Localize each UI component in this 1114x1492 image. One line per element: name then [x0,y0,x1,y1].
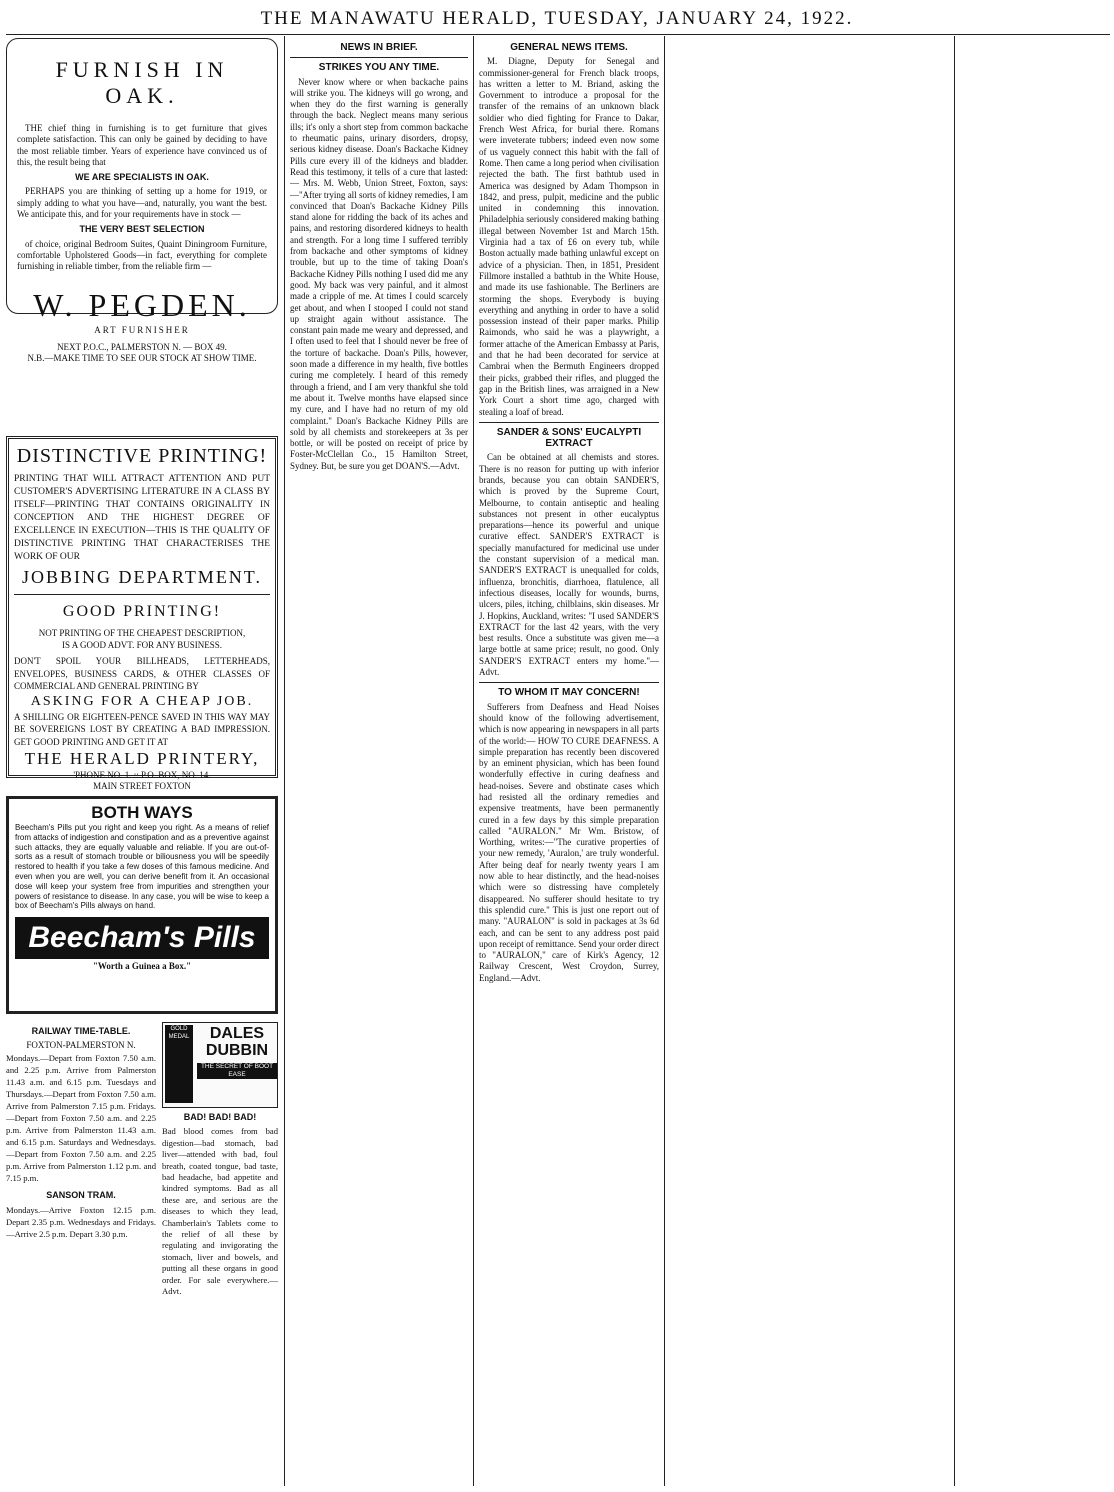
railway-title: RAILWAY TIME-TABLE. [31,1026,131,1036]
good-printing-title: GOOD PRINTING! [62,603,222,620]
oak-advert [6,38,278,364]
column-rule [664,36,665,1486]
printing-title: DISTINCTIVE PRINTING! [16,445,268,467]
railway-timetable [6,1022,156,1240]
sander-body: Can be obtained at all chemists and stores. There is no reason for putting up with inferior brands, because you can obtain SANDER'S, which is proved by the Supreme Court, Melbourne, to contain antiseptic and healing substances not present in other eucalyptus preparations—hence its powerful and unique curative effect. SANDER'S EXTRACT is specially manufactured for medicinal use under the constant supervision of a medical man. SANDER'S EXTRACT is unequalled for colds, influenza, bronchitis, diarrhoea, flatulence, all infectious diseases, locally for wounds, burns, ulcers, piles, itching, chilblains, skin diseases. Mr J. Hopkins, Auckland, writes: "I used SANDER'S EXTRACT for the last 42 years, with the very best results. Once a substitute was given me—a large bottle at same price; result, no good. Only SANDER'S EXTRACT enters my home."—Advt. [479,452,659,678]
printing-body: PRINTING THAT WILL ATTRACT ATTENTION AND PUT CUSTOMER'S ADVERTISING LITERATURE IN A CLASS BY ITSELF—PRINTING THAT CONTAINS ORIGINALITY IN CONCEPTION AND THE HIGHEST DEGREE OF EXCELLENCE IN EXECUTION—THIS IS THE QUALITY OF DISTINCTIVE PRINTING THAT CHARACTERISES THE WORK OF OUR [14,474,270,562]
pegden-name: W. PEGDEN. [33,286,251,323]
railway-subtitle: FOXTON-PALMERSTON N. [26,1040,136,1051]
beechams-advert [6,796,278,1014]
bottom-left-section [6,1022,278,1296]
dales-advert [162,1022,278,1297]
strikes-body: Never know where or when backache pains will strike you. The kidneys will go wrong, and when they do the first warning is generally through the back. Neglect means many serious ills; it's only a short step from common backache to rheumatic pains, urinary disorders, dropsy, serious kidney disease. Doan's Backache Kidney Pills cure every ill of the kidneys and bladder. Read this testimony, it tells of a cure that lasted:— Mrs. M. Webb, Union Street, Foxton, says:—"After trying all sorts of kidney remedies, I am convinced that Doan's Backache Kidney Pills stand alone for ridding the back of its aches and pains, and restoring disordered kidneys to health and strength. For a long time I suffered terribly from backache and other symptoms of kidney trouble, but up to the time of taking Doan's Backache Kidney Pills nothing I used did me any good. My back was very painful, and it almost made a cripple of me. At times I could scarcely get about, and when I stooped I could not stand up straight again without assistance. The constant pain made me weary and depressed, and I often used to feel that I should never be free of the torture of backache. Doan's Pills, however, soon made a difference in my health, five bottles curing me completely. I heard of this remedy through a friend, and I am very thankful she told me about it. Twelve months have elapsed since my cure, and I have had no return of my old complaint." Doan's Backache Kidney Pills are sold by all chemists and storekeepers at 3s per bottle, or will be posted on receipt of price by Foster-McClellan Co., 15 Hamilton Street, Sydney. But, be sure you get DOAN'S.—Advt. [290,76,468,471]
pegden-address: NEXT P.O.C., PALMERSTON N. — BOX 49. [57,341,227,352]
column-rule [284,36,285,1486]
masthead: THE MANAWATU HERALD, TUESDAY, JANUARY 24, 1922. [260,8,854,29]
good-printing-body: NOT PRINTING OF THE CHEAPEST DESCRIPTION, IS A GOOD ADVT. FOR ANY BUSINESS. [38,628,246,650]
oak-title: FURNISH IN OAK. [55,57,229,108]
oak-body: THE chief thing in furnishing is to get furniture that gives complete satisfaction. This can only be gained by deciding to have the most reliable timber. Years of experience have convinced us of this, the result being that [17,123,267,167]
column-3 [479,38,659,1486]
top-rule [6,34,1110,35]
herald-address: MAIN STREET FOXTON [93,781,191,792]
pegden-note: N.B.—MAKE TIME TO SEE OUR STOCK AT SHOW TIME. [27,353,257,364]
dales-subtitle: THE SECRET OF BOOT EASE [197,1063,277,1079]
beechams-tagline: "Worth a Guinea a Box." [92,961,192,972]
dales-box [162,1022,278,1108]
jobbing-department: JOBBING DEPARTMENT. [22,567,262,587]
good-printing-body: DON'T SPOIL YOUR BILLHEADS, LETTERHEADS, ENVELOPES, BUSINESS CARDS, & OTHER CLASSES OF COMMERCIAL AND GENERAL PRINTING BY [14,656,270,691]
cheap-job: ASKING FOR A CHEAP JOB. [30,693,254,709]
sander-title: SANDER & SONS' EUCALYPTI EXTRACT [496,426,642,450]
bad-body: Bad blood comes from bad digestion—bad stomach, bad liver—attended with bad, foul breath, coated tongue, bad taste, bad headache, bad appetite and kindred symptoms. Bad as all these are, and serious are the diseases to which they lead, Chamberlain's Tablets come to the relief of all these by regulating and invigorating the stomach, liver and bowels, and putting all these organs in good order. For sale everywhere.—Advt. [162,1126,278,1296]
column-2 [290,38,468,1486]
column-rule [473,36,474,1486]
beechams-body: Beecham's Pills put you right and keep you right. As a means of relief from attacks of indigestion and constipation and as a preventive against such attacks, they are equally valuable and reliable. If you are out-of-sorts as a result of stomach trouble or biliousness you will be speedily restored to health if you take a few doses of this famous medicine. And even when you are well, you can derive benefit from it. An occasional dose will keep your system free from impurities and strengthen your powers of resistance to disease. In any case, you will be wise to keep a box of Beecham's Pills always on hand. [15,823,269,911]
pegden-role: ART FURNISHER [94,324,190,335]
oak-specialists: WE ARE SPECIALISTS IN OAK. [75,172,209,183]
column-rule [954,36,955,1486]
news-title: NEWS IN BRIEF. [340,42,418,53]
strikes-title: STRIKES YOU ANY TIME. [318,62,440,74]
both-ways-title: BOTH WAYS [91,803,193,822]
oak-body: of choice, original Bedroom Suites, Quaint Diningroom Furniture, comfortable Upholstered Goods—in fact, everything for complete furnishing in reliable timber, from the reliable firm — [17,238,267,272]
printing-advert [6,436,278,792]
tram-title: SANSON TRAM. [46,1189,116,1200]
herald-phone: 'PHONE NO. 1. :: P.O. BOX, NO. 14. [73,770,211,780]
general-body: M. Diagne, Deputy for Senegal and commissioner-general for French black troops, has written a letter to M. Briand, asking the Government to introduce a proposal for the transfer of the remains of an unknown black soldier who died fighting for France to Dakar, French West Africa, for burial there. Romans were inveterate tubbers; indeed even now some of us vaguely connect this habit with the fall of Rome. Then came a long period when civilisation rejected the bath. The first bathtub used in America was designed by Adam Thompson in 1842, and press, pulpit, medicine and the public united in condemning this innovation. Philadelphia seriously considered making bathing illegal between November 1st and March 15th. Virginia had a tax of £6 on every tub, while Boston actually made bathing unlawful except on advice of a physician. Then, in 1851, President Fillmore installed a bathtub in the White House, and made its use fashionable. The Berliners are storming the shops. Everybody is buying everything and anything in order to have a solid possession instead of their paper marks. Philip Raimonds, who said he was a playwright, a former attache of the American Embassy at Paris, and that he had been decorated for service at Cambrai when the Bermuth Engineers dropped their picks, grabbed their rifles, and plugged the gap in the British lines, was arraigned in a New York Court a short time ago, charged with stealing a loaf of bread. [479,56,659,417]
herald-printery: THE HERALD PRINTERY, [24,749,260,768]
bad-title: BAD! BAD! BAD! [183,1112,257,1122]
beechams-brand: Beecham's Pills [15,917,269,959]
railway-body: Mondays.—Depart from Foxton 7.50 a.m. and 2.25 p.m. Arrive from Palmerston 11.43 a.m. and 6.15 p.m. Tuesdays and Thursdays.—Depart from Foxton 7.50 a.m. Arrive from Palmerston 7.15 p.m. Fridays.—Depart from Foxton 7.50 a.m. and 2.25 p.m. Arrive from Palmerston 11.43 a.m. and 6.15 p.m. Saturdays and Wednesdays.—Depart from Foxton 7.50 a.m. and 2.25 p.m. Arrive from Palmerston 1.12 p.m. and 7.15 p.m. [6,1052,156,1183]
dales-brand: DALES DUBBIN [205,1025,269,1059]
tram-body: Mondays.—Arrive Foxton 12.15 p.m. Depart 2.35 p.m. Wednesdays and Fridays.—Arrive 2.5 p.m. Depart 3.30 p.m. [6,1204,156,1239]
column-1 [6,38,278,1486]
general-title: GENERAL NEWS ITEMS. [510,42,628,53]
whom-title: TO WHOM IT MAY CONCERN! [498,687,640,699]
oak-selection: THE VERY BEST SELECTION [79,224,205,235]
gold-medal-badge: GOLD MEDAL [165,1025,193,1103]
good-printing-body: A SHILLING OR EIGHTEEN-PENCE SAVED IN THIS WAY MAY BE SOVEREIGNS LOST BY CREATING A BAD IMPRESSION. GET GOOD PRINTING AND GET IT AT [14,711,270,747]
oak-body: PERHAPS you are thinking of setting up a home for 1919, or simply adding to what you have—and, naturally, you want the best. We anticipate this, and for your requirements have in stock — [17,186,267,220]
whom-body: Sufferers from Deafness and Head Noises should know of the following advertisement, which is now appearing in newspapers in all parts of the world:— HOW TO CURE DEAFNESS. A simple preparation has recently been discovered by an eminent physician, which has been found wonderfully effective in curing deafness and head-noises. Severe and obstinate cases which had resisted all the ordinary remedies and expensive treatments, have been permanently cured in a few days by this simple preparation called "AURALON." Mr Wm. Bristow, of Worthing, writes:—"The curative properties of your new remedy, 'Auralon,' are truly wonderful. After being deaf for nearly twenty years I am now able to hear distinctly, and the head-noises which were so distressing have completely disappeared. No sufferer should hesitate to try this splendid cure." This is just one report out of many. "AURALON" is sold in packages at 3s 6d each, and can be sent to any address post paid upon receipt of remittance. Send your order direct to "AURALON," care of Kirk's Agency, 12 Railway Crescent, West Croydon, Surrey, England.—Advt. [479,701,659,983]
